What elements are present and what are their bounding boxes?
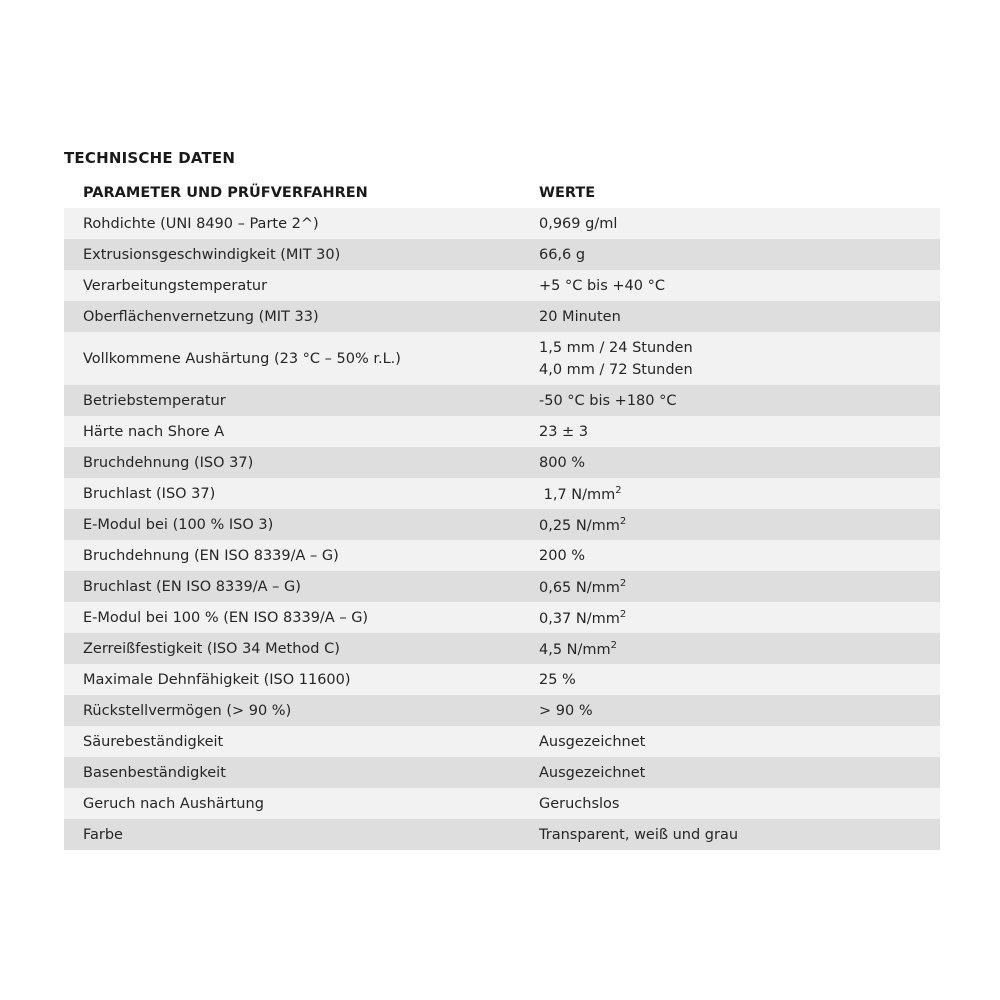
row-param: Säurebeständigkeit (83, 733, 224, 750)
table-row (64, 239, 940, 270)
row-value (539, 578, 940, 596)
row-param: Rohdichte (UNI 8490 – Parte 2^) (83, 215, 319, 232)
row-value-line-2: 4,0 mm / 72 Stunden (539, 361, 693, 378)
table-row (64, 478, 940, 509)
row-value: 66,6 g (539, 246, 586, 263)
table-row (64, 540, 940, 571)
row-value: 20 Minuten (539, 308, 621, 325)
table-row (64, 416, 940, 447)
table-row (64, 208, 940, 239)
row-value: Ausgezeichnet (539, 733, 646, 750)
row-value-text: 4,5 N/mm (539, 641, 611, 658)
header-param: PARAMETER UND PRÜFVERFAHREN (83, 184, 368, 201)
superscript: 2 (610, 639, 618, 651)
row-param: Bruchlast (EN ISO 8339/A – G) (83, 578, 301, 595)
row-value: > 90 % (539, 702, 593, 719)
header-value: WERTE (539, 184, 596, 201)
table-row (64, 788, 940, 819)
table-header-row (64, 177, 940, 208)
row-value: 200 % (539, 547, 586, 564)
row-value (539, 337, 940, 381)
row-value (539, 516, 940, 534)
superscript: 2 (615, 484, 622, 496)
row-value (539, 640, 940, 658)
row-value: Ausgezeichnet (539, 764, 646, 781)
table-row (64, 447, 940, 478)
row-value: -50 °C bis +180 °C (539, 392, 677, 409)
row-param: Vollkommene Aushärtung (23 °C – 50% r.L.) (83, 350, 401, 367)
row-param: E-Modul bei 100 % (EN ISO 8339/A – G) (83, 609, 369, 626)
row-value: 23 ± 3 (539, 423, 589, 440)
row-param: Betriebstemperatur (83, 392, 226, 409)
row-param: Oberflächenvernetzung (MIT 33) (83, 308, 319, 325)
technical-data-table (64, 177, 940, 850)
row-param: Rückstellvermögen (> 90 %) (83, 702, 292, 719)
row-param: Zerreißfestigkeit (ISO 34 Method C) (83, 640, 340, 657)
table-row (64, 819, 940, 850)
table-row (64, 664, 940, 695)
table-row (64, 509, 940, 540)
superscript: 2 (619, 608, 627, 620)
table-row (64, 695, 940, 726)
row-param: Verarbeitungstemperatur (83, 277, 268, 294)
row-value: +5 °C bis +40 °C (539, 277, 665, 294)
table-row (64, 757, 940, 788)
row-param: Geruch nach Aushärtung (83, 795, 264, 812)
row-param: Härte nach Shore A (83, 423, 225, 440)
row-param: Farbe (83, 826, 123, 843)
row-param: Extrusionsgeschwindigkeit (MIT 30) (83, 246, 341, 263)
table-row (64, 301, 940, 332)
row-value (539, 485, 940, 503)
row-value: Transparent, weiß und grau (539, 826, 739, 843)
table-row (64, 385, 940, 416)
table-row (64, 726, 940, 757)
row-value-text: 1,7 N/mm (539, 486, 616, 503)
table-row (64, 602, 940, 633)
table-row (64, 571, 940, 602)
superscript: 2 (619, 515, 627, 527)
row-value-text: 0,65 N/mm (539, 579, 620, 596)
section-title: TECHNISCHE DATEN (64, 149, 236, 167)
row-value-line-1: 1,5 mm / 24 Stunden (539, 339, 693, 356)
table-row (64, 270, 940, 301)
row-value: 0,969 g/ml (539, 215, 618, 232)
row-param: Basenbeständigkeit (83, 764, 226, 781)
row-value: 800 % (539, 454, 586, 471)
row-value: 25 % (539, 671, 576, 688)
row-param: Bruchdehnung (EN ISO 8339/A – G) (83, 547, 339, 564)
row-param: E-Modul bei (100 % ISO 3) (83, 516, 274, 533)
superscript: 2 (619, 577, 627, 589)
row-param: Bruchdehnung (ISO 37) (83, 454, 254, 471)
table-row (64, 633, 940, 664)
row-value (539, 609, 940, 627)
table-row (64, 332, 940, 385)
row-value: Geruchslos (539, 795, 620, 812)
row-value-text: 0,25 N/mm (539, 517, 620, 534)
row-param: Bruchlast (ISO 37) (83, 485, 216, 502)
row-param: Maximale Dehnfähigkeit (ISO 11600) (83, 671, 351, 688)
row-value-text: 0,37 N/mm (539, 610, 620, 627)
